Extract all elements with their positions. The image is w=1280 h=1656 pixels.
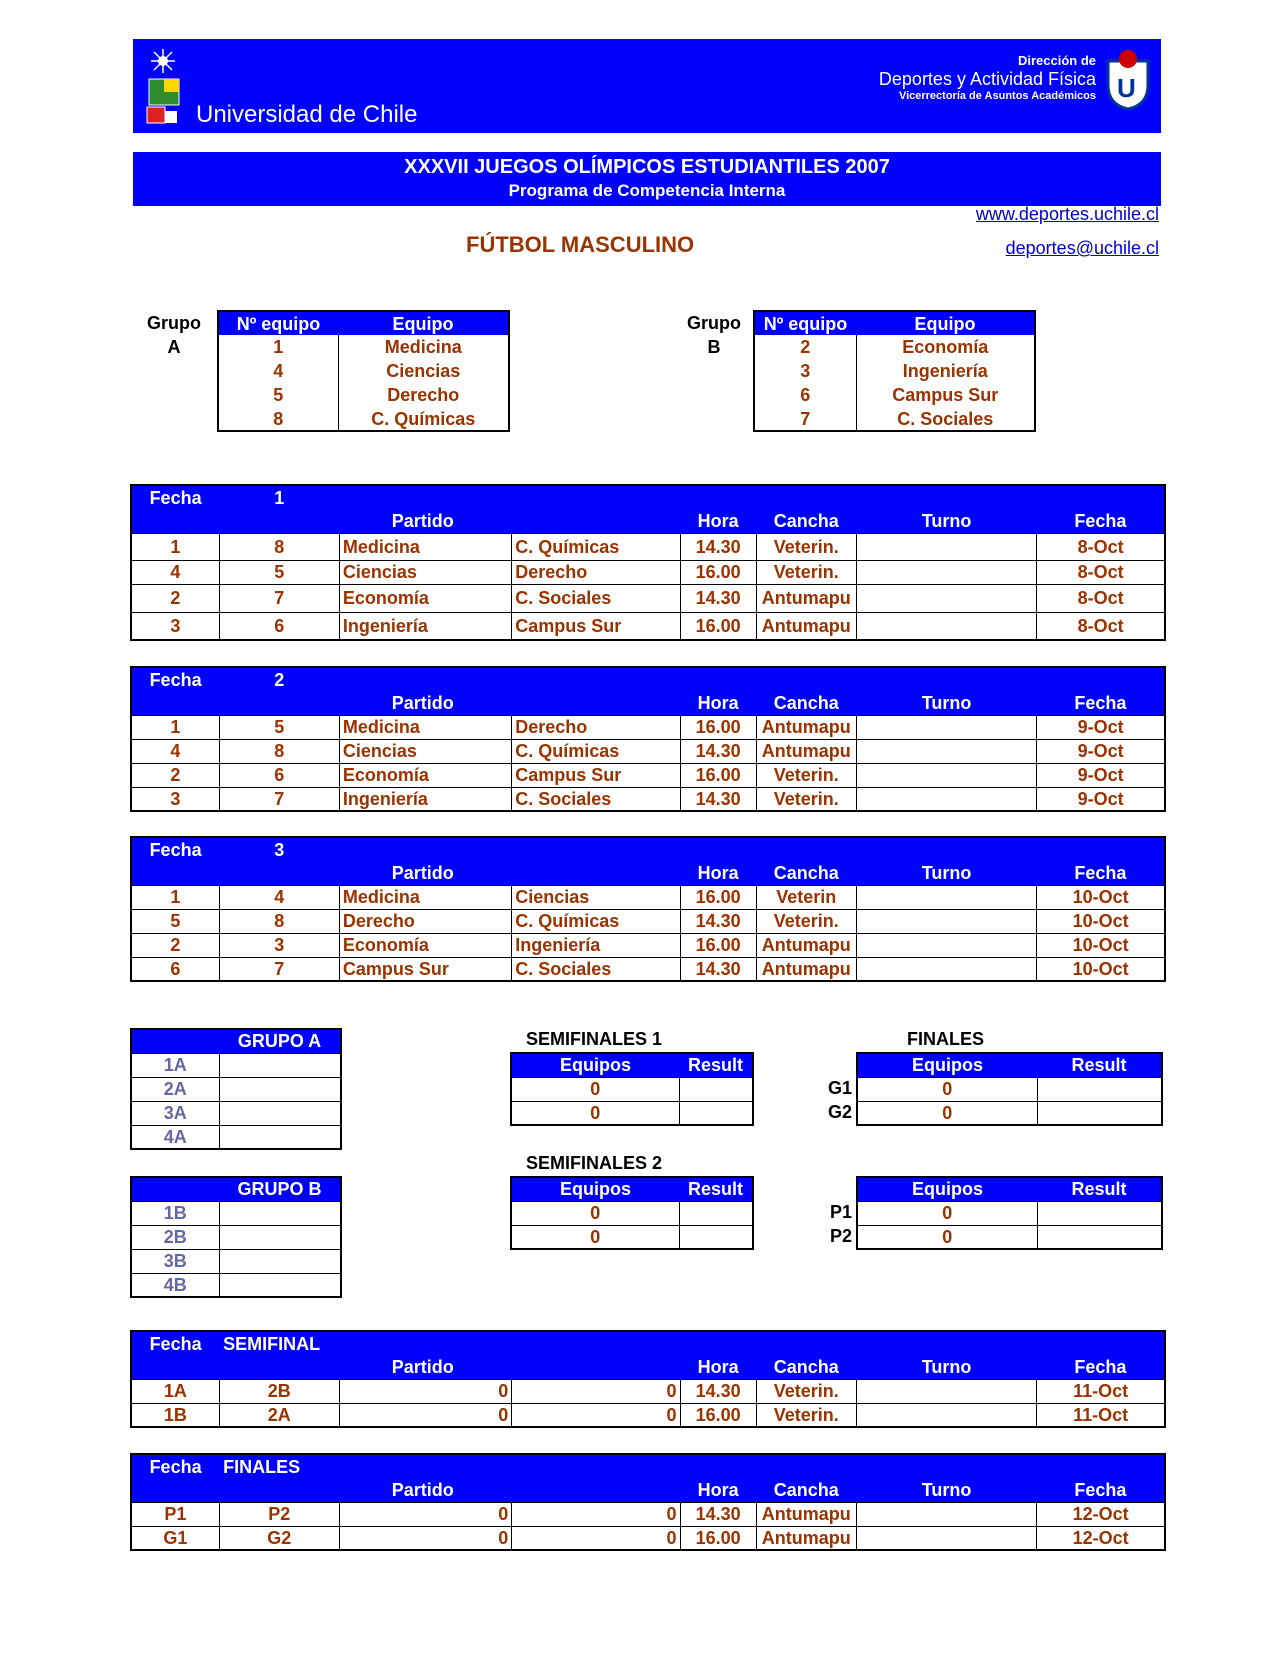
team-a-num: 1 [131, 715, 219, 739]
match-field: Antumapu [756, 612, 856, 640]
match-date: 10-Oct [1037, 909, 1165, 933]
title-banner [133, 152, 1161, 206]
standing-pos: 2A [131, 1077, 219, 1101]
match-date: 8-Oct [1037, 612, 1165, 640]
match-hour: 14.30 [680, 1502, 756, 1526]
team-cell: 0 [857, 1077, 1037, 1101]
match-field: Veterin. [756, 1403, 856, 1427]
col-partido: Partido [391, 692, 454, 713]
finals-bronze-table [856, 1176, 1163, 1250]
match-hour: 16.00 [680, 933, 756, 957]
team-name: C. Sociales [897, 408, 994, 429]
col-partido: Partido [391, 1356, 454, 1377]
group-b-label [680, 311, 748, 359]
table-row [857, 1225, 1162, 1249]
col-fecha: Fecha [1074, 1479, 1127, 1500]
table-row [218, 383, 509, 407]
team-2: C. Sociales [512, 957, 680, 981]
standings-title: GRUPO A [237, 1031, 322, 1052]
group-a-letter: A [167, 337, 181, 357]
col-turno: Turno [921, 862, 972, 883]
team-1: Ciencias [339, 560, 511, 584]
col-turno: Turno [921, 1479, 972, 1500]
result-cell[interactable] [679, 1077, 753, 1101]
group-b-col-team: Equipo [914, 313, 976, 334]
team-1: Medicina [339, 533, 511, 560]
table-row [218, 335, 509, 359]
university-logo [143, 47, 183, 127]
website-link[interactable]: www.deportes.uchile.cl [975, 204, 1159, 224]
team-num: 7 [754, 407, 856, 431]
team-2: Ciencias [512, 885, 680, 909]
match-turn[interactable] [856, 933, 1036, 957]
match-hour: 14.30 [680, 584, 756, 612]
fecha-label: Fecha [149, 1456, 202, 1477]
match-hour: 16.00 [680, 715, 756, 739]
match-field: Antumapu [756, 1526, 856, 1550]
col-fecha: Fecha [1074, 862, 1127, 883]
standing-pos: 2B [131, 1225, 219, 1249]
result-cell[interactable] [1037, 1225, 1162, 1249]
col-partido: Partido [391, 1479, 454, 1500]
team-cell: 0 [511, 1201, 679, 1225]
col-cancha: Cancha [773, 510, 839, 531]
col-hora: Hora [697, 692, 739, 713]
team-2: 0 [512, 1526, 680, 1550]
team-b-num: 2A [219, 1403, 339, 1427]
match-hour: 14.30 [680, 957, 756, 981]
team-b-num: 8 [219, 533, 339, 560]
table-row [131, 1077, 341, 1101]
team-2: 0 [512, 1379, 680, 1403]
group-a-label [140, 311, 208, 359]
match-date: 12-Oct [1037, 1502, 1165, 1526]
fecha-label: Fecha [149, 839, 202, 860]
fecha-3-table [130, 836, 1166, 982]
standing-pos: 4B [131, 1273, 219, 1297]
table-row [131, 1273, 341, 1297]
table-row [131, 1201, 341, 1225]
team-a-num: 3 [131, 612, 219, 640]
team-1: Ingeniería [339, 787, 511, 811]
standings-group-a [130, 1028, 342, 1150]
team-1: Medicina [339, 715, 511, 739]
team-b-num: 3 [219, 933, 339, 957]
match-date: 8-Oct [1037, 584, 1165, 612]
team-2: C. Químicas [512, 533, 680, 560]
team-b-num: 4 [219, 885, 339, 909]
team-cell: 0 [857, 1201, 1037, 1225]
table-row [131, 1502, 1165, 1526]
table-row [131, 584, 1165, 612]
match-hour: 16.00 [680, 1403, 756, 1427]
team-1: Economía [339, 933, 511, 957]
shield-icon [1105, 49, 1151, 111]
match-hour: 16.00 [680, 612, 756, 640]
team-2: C. Químicas [512, 739, 680, 763]
team-a-num: 2 [131, 763, 219, 787]
col-hora: Hora [697, 1356, 739, 1377]
team-name: C. Químicas [371, 408, 476, 429]
fecha-1-table [130, 484, 1166, 641]
event-title: XXXVII JUEGOS OLÍMPICOS ESTUDIANTILES 2007 [404, 156, 890, 178]
team-2: C. Sociales [512, 584, 680, 612]
team-a-num: 6 [131, 957, 219, 981]
fecha-number: SEMIFINAL [223, 1333, 321, 1354]
col-fecha: Fecha [1074, 692, 1127, 713]
dept-line1: Dirección de [1017, 53, 1096, 68]
fecha-number: 2 [274, 669, 285, 690]
match-field: Antumapu [756, 933, 856, 957]
team-a-num: 4 [131, 560, 219, 584]
team-b-num: 5 [219, 560, 339, 584]
fecha-number: 3 [274, 839, 285, 860]
standing-pos: 4A [131, 1125, 219, 1149]
col-result: Result [1071, 1179, 1127, 1200]
team-b-num: 6 [219, 612, 339, 640]
team-b-num: 7 [219, 957, 339, 981]
finals-title: FINALES [907, 1029, 985, 1049]
final-label-p1: P1 [830, 1202, 853, 1222]
team-name: Derecho [387, 385, 460, 405]
team-2: 0 [512, 1502, 680, 1526]
match-date: 11-Oct [1037, 1379, 1165, 1403]
group-a-col-team: Equipo [392, 313, 454, 334]
team-b-num: 6 [219, 763, 339, 787]
match-date: 8-Oct [1037, 560, 1165, 584]
team-2: Ingeniería [512, 933, 680, 957]
team-1: Economía [339, 763, 511, 787]
result-cell[interactable] [1037, 1077, 1162, 1101]
event-subtitle: Programa de Competencia Interna [508, 181, 786, 200]
match-field: Veterin. [756, 533, 856, 560]
team-num: 1 [218, 335, 338, 359]
result-cell[interactable] [679, 1101, 753, 1125]
match-turn[interactable] [856, 739, 1036, 763]
team-cell: 0 [511, 1101, 679, 1125]
match-turn[interactable] [856, 1379, 1036, 1403]
match-field: Veterin. [756, 560, 856, 584]
team-cell: 0 [857, 1225, 1037, 1249]
col-equipos: Equipos [912, 1179, 983, 1200]
match-turn[interactable] [856, 584, 1036, 612]
match-turn[interactable] [856, 715, 1036, 739]
col-fecha: Fecha [1074, 510, 1127, 531]
match-date: 9-Oct [1037, 739, 1165, 763]
col-partido: Partido [391, 510, 454, 531]
team-2: C. Sociales [512, 787, 680, 811]
university-name: Universidad de Chile [196, 101, 418, 128]
standings-title: GRUPO B [237, 1179, 322, 1200]
col-result: Result [687, 1055, 743, 1076]
team-a-num: 1B [131, 1403, 219, 1427]
table-row [754, 383, 1035, 407]
standings-group-b [130, 1176, 342, 1298]
match-field: Antumapu [756, 584, 856, 612]
team-num: 4 [218, 359, 338, 383]
team-num: 5 [218, 383, 338, 407]
final-label-g2: G2 [828, 1102, 853, 1122]
col-equipos: Equipos [560, 1179, 631, 1200]
table-row [857, 1201, 1162, 1225]
group-a-col-num: Nº equipo [236, 313, 321, 334]
table-row [131, 1249, 341, 1273]
col-cancha: Cancha [773, 1479, 839, 1500]
team-1: Medicina [339, 885, 511, 909]
team-a-num: 1A [131, 1379, 219, 1403]
col-hora: Hora [697, 1479, 739, 1500]
match-date: 8-Oct [1037, 533, 1165, 560]
dept-line2: Deportes y Actividad Física [878, 69, 1096, 89]
team-1: 0 [339, 1502, 511, 1526]
table-row [857, 1077, 1162, 1101]
match-turn[interactable] [856, 560, 1036, 584]
team-num: 8 [218, 407, 338, 431]
fecha-2-table [130, 666, 1166, 812]
table-row [131, 1403, 1165, 1427]
col-partido: Partido [391, 862, 454, 883]
match-turn[interactable] [856, 1502, 1036, 1526]
col-cancha: Cancha [773, 1356, 839, 1377]
col-equipos: Equipos [560, 1055, 631, 1076]
col-result: Result [687, 1179, 743, 1200]
match-hour: 14.30 [680, 787, 756, 811]
match-hour: 16.00 [680, 1526, 756, 1550]
match-date: 10-Oct [1037, 957, 1165, 981]
match-turn[interactable] [856, 1526, 1036, 1550]
match-hour: 16.00 [680, 885, 756, 909]
table-row [218, 359, 509, 383]
match-date: 12-Oct [1037, 1526, 1165, 1550]
table-row [754, 359, 1035, 383]
table-row [131, 1053, 341, 1077]
team-cell: 0 [511, 1225, 679, 1249]
col-turno: Turno [921, 692, 972, 713]
match-date: 11-Oct [1037, 1403, 1165, 1427]
table-row [131, 715, 1165, 739]
team-name: Campus Sur [892, 385, 999, 405]
match-date: 9-Oct [1037, 787, 1165, 811]
match-hour: 14.30 [680, 909, 756, 933]
team-a-num: P1 [131, 1502, 219, 1526]
team-1: 0 [339, 1403, 511, 1427]
table-row [754, 407, 1035, 431]
team-b-num: 7 [219, 584, 339, 612]
team-name: Ciencias [386, 361, 461, 381]
col-result: Result [1071, 1055, 1127, 1076]
final-label-p2: P2 [830, 1226, 853, 1246]
semis-2-title: SEMIFINALES 2 [526, 1153, 663, 1173]
match-hour: 16.00 [680, 560, 756, 584]
team-a-num: 1 [131, 885, 219, 909]
shield-letter: U [1117, 73, 1136, 103]
team-1: Derecho [339, 909, 511, 933]
standing-pos: 3B [131, 1249, 219, 1273]
col-hora: Hora [697, 862, 739, 883]
match-field: Veterin. [756, 909, 856, 933]
table-row [131, 1225, 341, 1249]
match-date: 9-Oct [1037, 715, 1165, 739]
match-turn[interactable] [856, 612, 1036, 640]
table-row [131, 763, 1165, 787]
team-2: Campus Sur [512, 763, 680, 787]
table-row [754, 335, 1035, 359]
team-a-num: 4 [131, 739, 219, 763]
final-schedule-table [130, 1453, 1166, 1551]
match-field: Veterin. [756, 763, 856, 787]
result-cell[interactable] [679, 1201, 753, 1225]
table-row [511, 1201, 753, 1225]
match-turn[interactable] [856, 787, 1036, 811]
table-row [511, 1225, 753, 1249]
col-turno: Turno [921, 510, 972, 531]
table-row [131, 1379, 1165, 1403]
team-1: Ingeniería [339, 612, 511, 640]
team-b-num: G2 [219, 1526, 339, 1550]
group-b-table [753, 310, 1036, 432]
table-row [131, 909, 1165, 933]
header-banner [133, 39, 1161, 133]
team-name: Economía [902, 337, 989, 357]
col-fecha: Fecha [1074, 1356, 1127, 1377]
table-row [131, 787, 1165, 811]
group-b-word: Grupo [687, 313, 741, 333]
team-2: Derecho [512, 715, 680, 739]
team-cell: 0 [511, 1077, 679, 1101]
match-date: 9-Oct [1037, 763, 1165, 787]
team-2: C. Químicas [512, 909, 680, 933]
match-field: Antumapu [756, 957, 856, 981]
match-turn[interactable] [856, 909, 1036, 933]
fecha-label: Fecha [149, 487, 202, 508]
match-field: Antumapu [756, 715, 856, 739]
standing-pos: 1B [131, 1201, 219, 1225]
table-row [218, 407, 509, 431]
group-a-table [217, 310, 510, 432]
result-cell[interactable] [1037, 1201, 1162, 1225]
match-turn[interactable] [856, 763, 1036, 787]
table-row [131, 1101, 341, 1125]
team-1: 0 [339, 1379, 511, 1403]
col-hora: Hora [697, 510, 739, 531]
dept-line3: Vicerrectoría de Asuntos Académicos [898, 90, 1096, 102]
match-turn[interactable] [856, 885, 1036, 909]
semis-1-table [510, 1052, 754, 1126]
team-1: Economía [339, 584, 511, 612]
match-field: Antumapu [756, 739, 856, 763]
table-row [511, 1101, 753, 1125]
team-b-num: 7 [219, 787, 339, 811]
team-b-num: 8 [219, 739, 339, 763]
result-cell[interactable] [679, 1225, 753, 1249]
fecha-number: 1 [274, 487, 285, 508]
team-b-num: 5 [219, 715, 339, 739]
table-row [131, 560, 1165, 584]
table-row [131, 957, 1165, 981]
group-b-letter: B [707, 337, 721, 357]
team-a-num: 5 [131, 909, 219, 933]
table-row [131, 1526, 1165, 1550]
team-name: Ingeniería [902, 361, 988, 381]
match-turn[interactable] [856, 1403, 1036, 1427]
match-date: 10-Oct [1037, 885, 1165, 909]
team-name: Medicina [384, 337, 462, 357]
team-1: 0 [339, 1526, 511, 1550]
match-hour: 16.00 [680, 763, 756, 787]
col-turno: Turno [921, 1356, 972, 1377]
semis-2-table [510, 1176, 754, 1250]
semifinal-schedule-table [130, 1330, 1166, 1428]
standing-pos: 1A [131, 1053, 219, 1077]
team-a-num: 3 [131, 787, 219, 811]
team-a-num: 1 [131, 533, 219, 560]
team-a-num: 2 [131, 584, 219, 612]
table-row [131, 933, 1165, 957]
team-2: Derecho [512, 560, 680, 584]
match-field: Antumapu [756, 1502, 856, 1526]
team-num: 6 [754, 383, 856, 407]
semis-1-title: SEMIFINALES 1 [526, 1029, 663, 1049]
table-row [131, 885, 1165, 909]
match-hour: 14.30 [680, 1379, 756, 1403]
match-turn[interactable] [856, 533, 1036, 560]
fecha-label: Fecha [149, 1333, 202, 1354]
group-a-word: Grupo [147, 313, 201, 333]
table-row [511, 1077, 753, 1101]
team-1: Ciencias [339, 739, 511, 763]
match-turn[interactable] [856, 957, 1036, 981]
table-row [131, 612, 1165, 640]
team-2: Campus Sur [512, 612, 680, 640]
match-field: Veterin [756, 885, 856, 909]
match-date: 10-Oct [1037, 933, 1165, 957]
result-cell[interactable] [1037, 1101, 1162, 1125]
table-row [131, 739, 1165, 763]
col-cancha: Cancha [773, 862, 839, 883]
col-equipos: Equipos [912, 1055, 983, 1076]
table-row [857, 1101, 1162, 1125]
team-cell: 0 [857, 1101, 1037, 1125]
team-a-num: G1 [131, 1526, 219, 1550]
final-label-g1: G1 [828, 1078, 853, 1098]
table-row [131, 533, 1165, 560]
email-link[interactable]: deportes@uchile.cl [1005, 238, 1159, 258]
standing-pos: 3A [131, 1101, 219, 1125]
team-a-num: 2 [131, 933, 219, 957]
table-row [131, 1125, 341, 1149]
fecha-label: Fecha [149, 669, 202, 690]
match-hour: 14.30 [680, 533, 756, 560]
team-b-num: 2B [219, 1379, 339, 1403]
col-cancha: Cancha [773, 692, 839, 713]
match-field: Veterin. [756, 1379, 856, 1403]
team-2: 0 [512, 1403, 680, 1427]
finals-gold-table [856, 1052, 1163, 1126]
match-field: Veterin. [756, 787, 856, 811]
team-b-num: 8 [219, 909, 339, 933]
fecha-number: FINALES [223, 1456, 301, 1477]
team-b-num: P2 [219, 1502, 339, 1526]
match-hour: 14.30 [680, 739, 756, 763]
team-num: 3 [754, 359, 856, 383]
sport-title: FÚTBOL MASCULINO [466, 232, 695, 257]
team-1: Campus Sur [339, 957, 511, 981]
team-num: 2 [754, 335, 856, 359]
group-b-col-num: Nº equipo [763, 313, 848, 334]
